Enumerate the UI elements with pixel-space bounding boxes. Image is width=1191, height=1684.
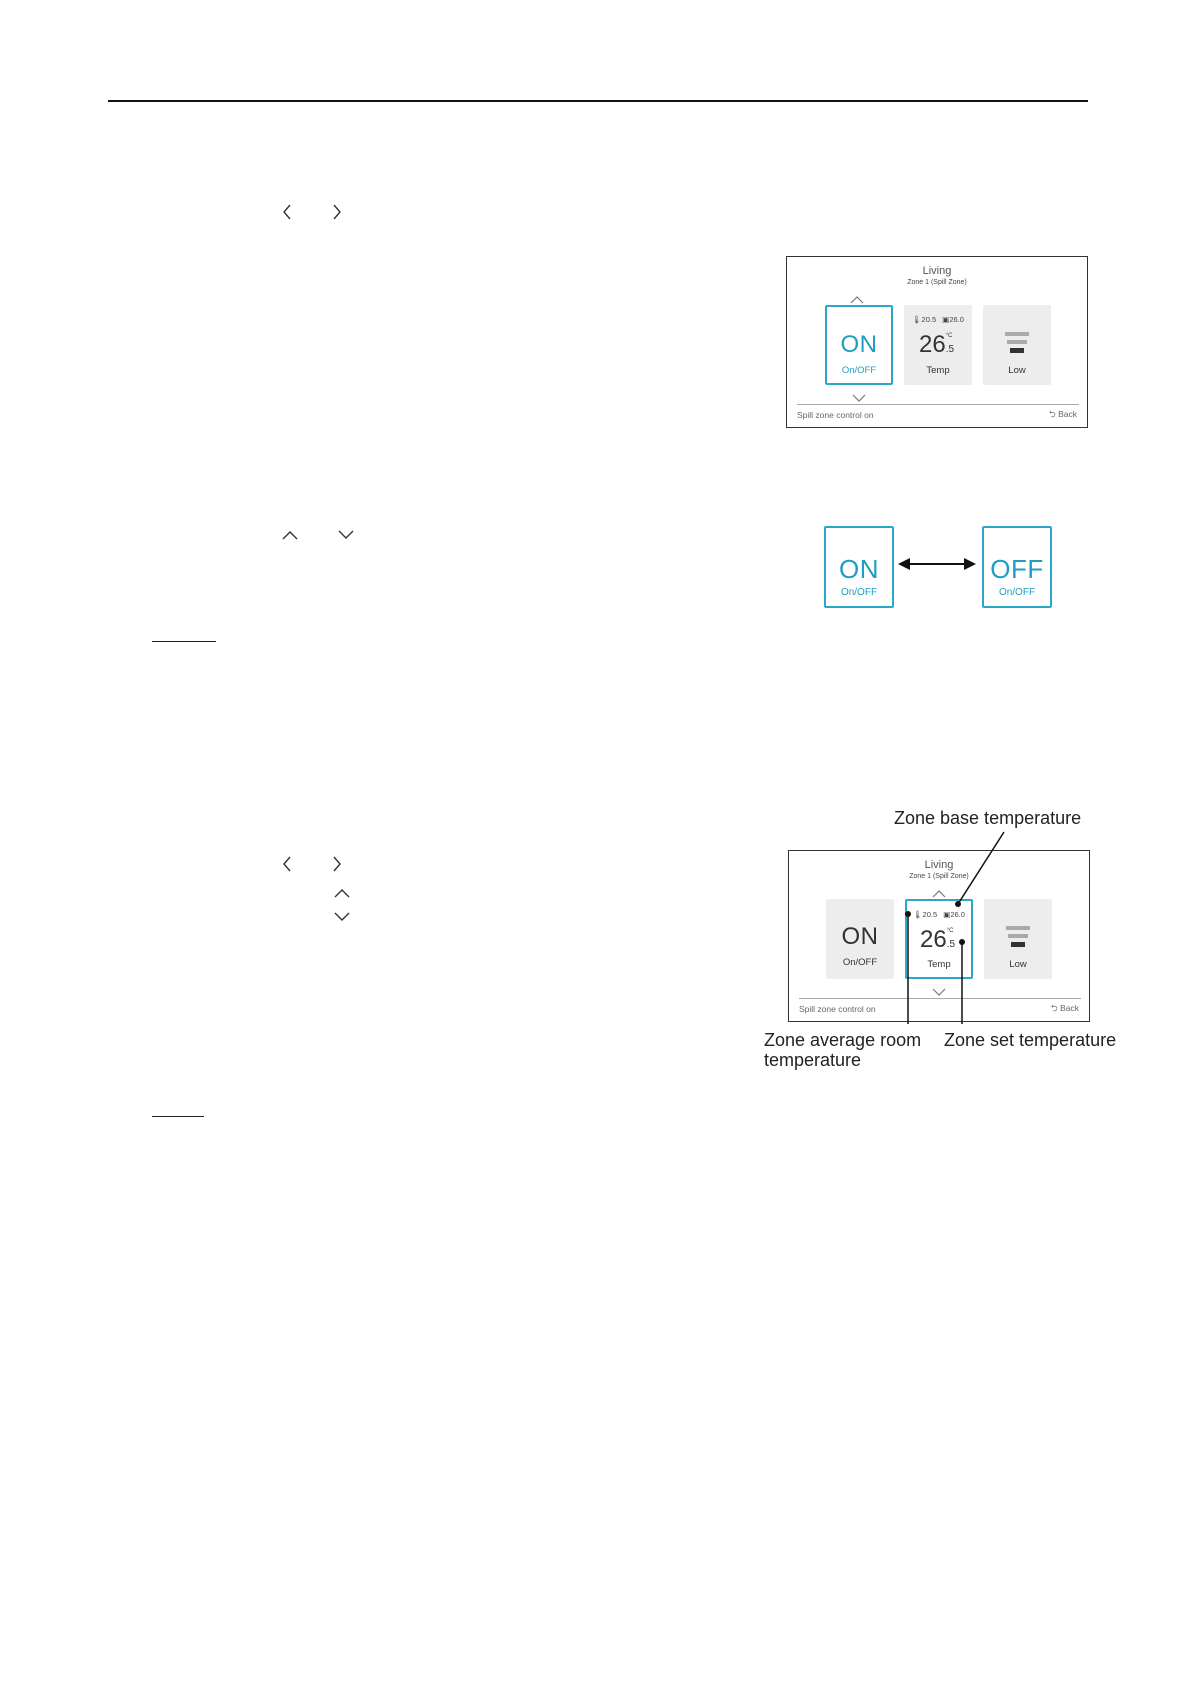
back-arrow-icon: ⮌ (1048, 409, 1056, 419)
base-temp-icon: ▣ (942, 315, 950, 324)
spill-zone-status: Spill zone control on (797, 410, 874, 420)
spill-zone-status: Spill zone control on (799, 1004, 876, 1014)
callout-base-temperature: Zone base temperature (894, 808, 1082, 828)
thermometer-icon: 🌡 (913, 910, 923, 919)
onoff-label: On/OFF (842, 957, 878, 968)
base-temp: 26.0 (949, 315, 964, 324)
leader-average-dot (905, 911, 911, 917)
leader-base (958, 832, 1004, 904)
panel-title: Living (922, 265, 952, 277)
fan-label: Low (1008, 365, 1026, 376)
base-temp: 26.0 (950, 910, 965, 919)
temp-unit: °C (945, 333, 953, 339)
panel-title: Living (924, 859, 954, 871)
callout-average-room-temperature: Zone average room temperature (764, 1030, 922, 1070)
off-label: On/OFF (998, 587, 1036, 598)
temp-label: Temp (927, 959, 951, 970)
callout-set-temperature: Zone set temperature (944, 1030, 1117, 1050)
set-temp-dec: .5 (945, 344, 955, 355)
temp-label: Temp (926, 365, 950, 376)
base-temp-icon: ▣ (943, 910, 951, 919)
set-temp-int: 26 (919, 331, 946, 358)
back-label: Back (1060, 1003, 1079, 1013)
set-temp-dec: .5 (946, 939, 956, 950)
panel-subtitle: Zone 1 (Spill Zone) (909, 873, 969, 880)
panel-subtitle: Zone 1 (Spill Zone) (907, 279, 967, 286)
back-label: Back (1058, 409, 1077, 419)
leader-base-dot (955, 901, 961, 907)
temp-unit: °C (946, 928, 954, 934)
onoff-value: ON (840, 331, 878, 358)
on-label: On/OFF (840, 587, 878, 598)
thermometer-icon: 🌡 (912, 315, 922, 324)
set-temp-int: 26 (920, 926, 947, 953)
off-value: OFF (990, 554, 1044, 584)
onoff-label: On/OFF (841, 365, 877, 376)
back-arrow-icon: ⮌ (1050, 1003, 1058, 1013)
room-temp: 20.5 (921, 315, 937, 324)
room-temp: 20.5 (922, 910, 938, 919)
fan-label: Low (1009, 959, 1027, 970)
onoff-value: ON (841, 923, 879, 950)
leader-set-dot (959, 939, 965, 945)
note-underline (152, 1116, 204, 1117)
on-value: ON (839, 554, 879, 584)
